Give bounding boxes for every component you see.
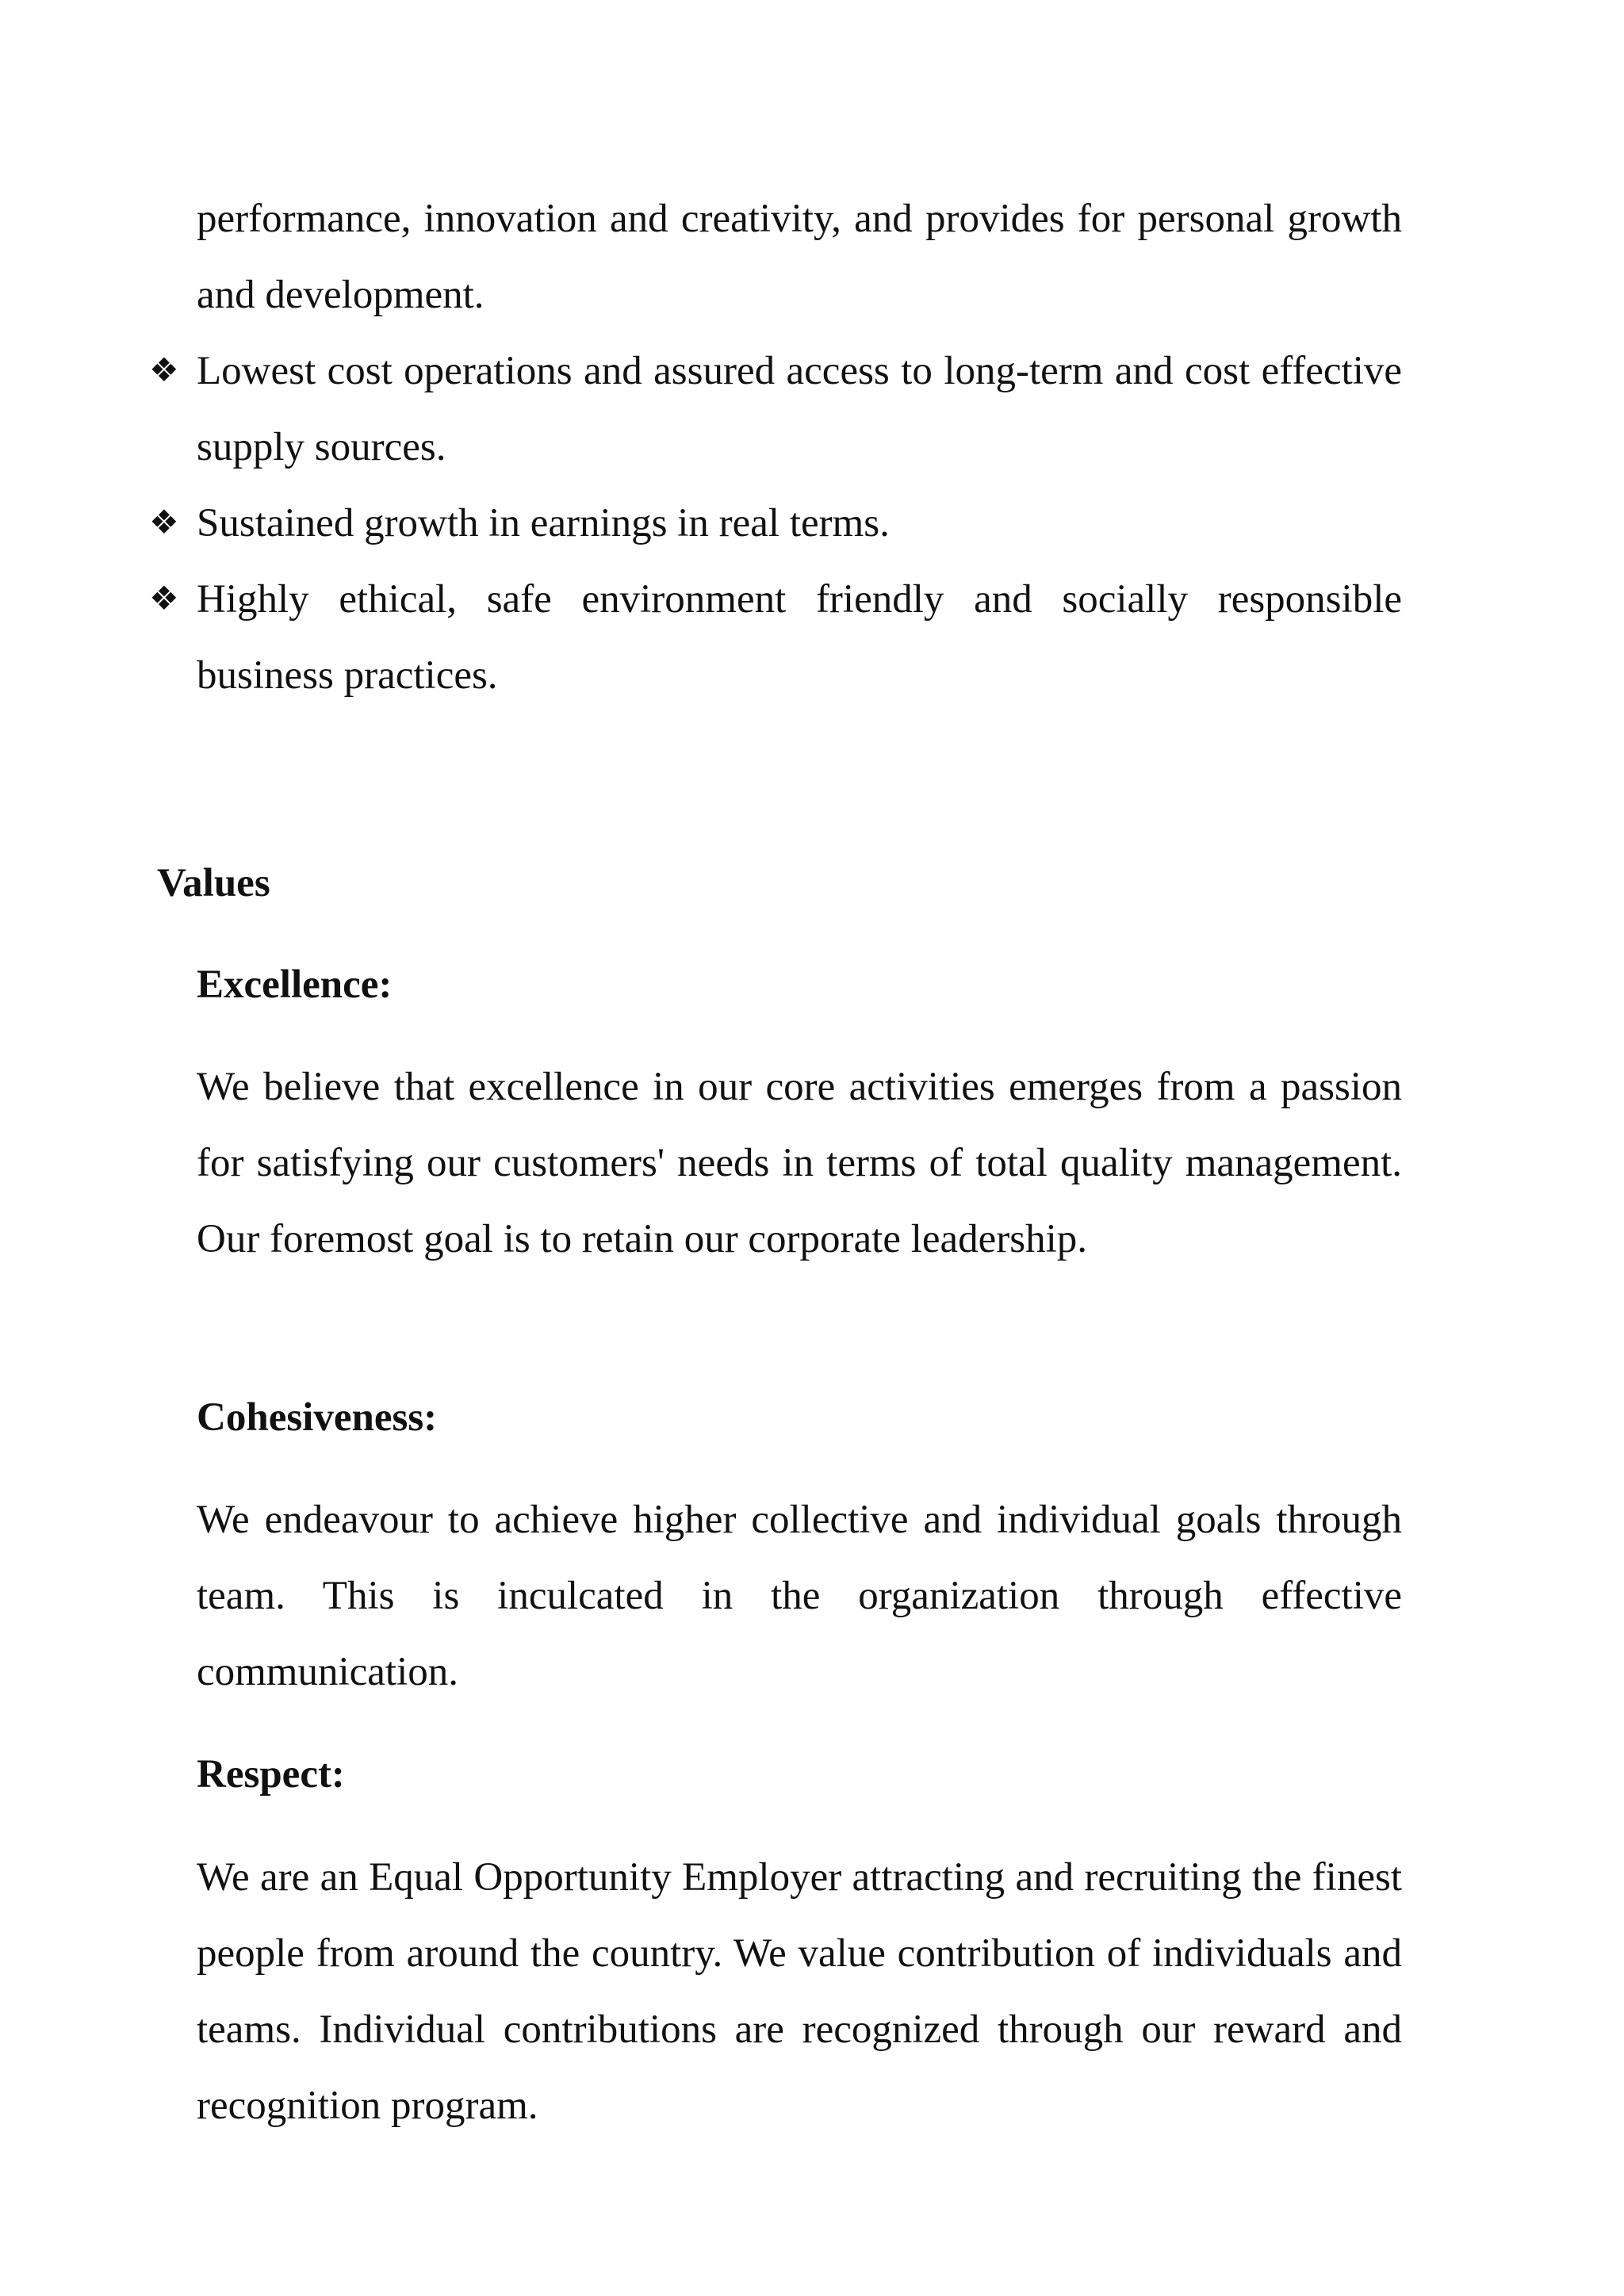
diamond-bullet-icon: ❖ [149, 505, 179, 541]
cohesiveness-paragraph: We endeavour to achieve higher collective and individual goals through team. This is inculcated in the organization through effective communication. [197, 1498, 1402, 1694]
excellence-heading: Excellence: [197, 962, 393, 1007]
intro-continuation-paragraph: performance, innovation and creativity, and provides for personal growth and development. [197, 197, 1402, 317]
bullet-item [149, 561, 1402, 714]
bullet-text: Highly ethical, safe environment friendly and socially responsible business practices. [197, 577, 1402, 698]
bullet-item [149, 333, 1402, 485]
cohesiveness-heading: Cohesiveness: [197, 1395, 438, 1440]
bullet-text: Sustained growth in earnings in real terms. [197, 501, 890, 545]
respect-paragraph: We are an Equal Opportunity Employer attracting and recruiting the finest people from around the country. We value contribution of individuals and teams. Individual contributions are recognized through our reward and recognition program. [197, 1855, 1402, 2128]
diamond-bullet-icon: ❖ [149, 353, 179, 389]
excellence-paragraph: We believe that excellence in our core activities emerges from a passion for satisfying our customers' needs in terms of total quality management. Our foremost goal is to retain our corporate leadership. [197, 1065, 1402, 1261]
diamond-bullet-icon: ❖ [149, 581, 179, 618]
bullet-text: Lowest cost operations and assured access to long-term and cost effective supply sources. [197, 349, 1402, 469]
bullet-item [149, 485, 1402, 561]
values-heading: Values [157, 861, 270, 905]
respect-heading: Respect: [197, 1752, 345, 1797]
